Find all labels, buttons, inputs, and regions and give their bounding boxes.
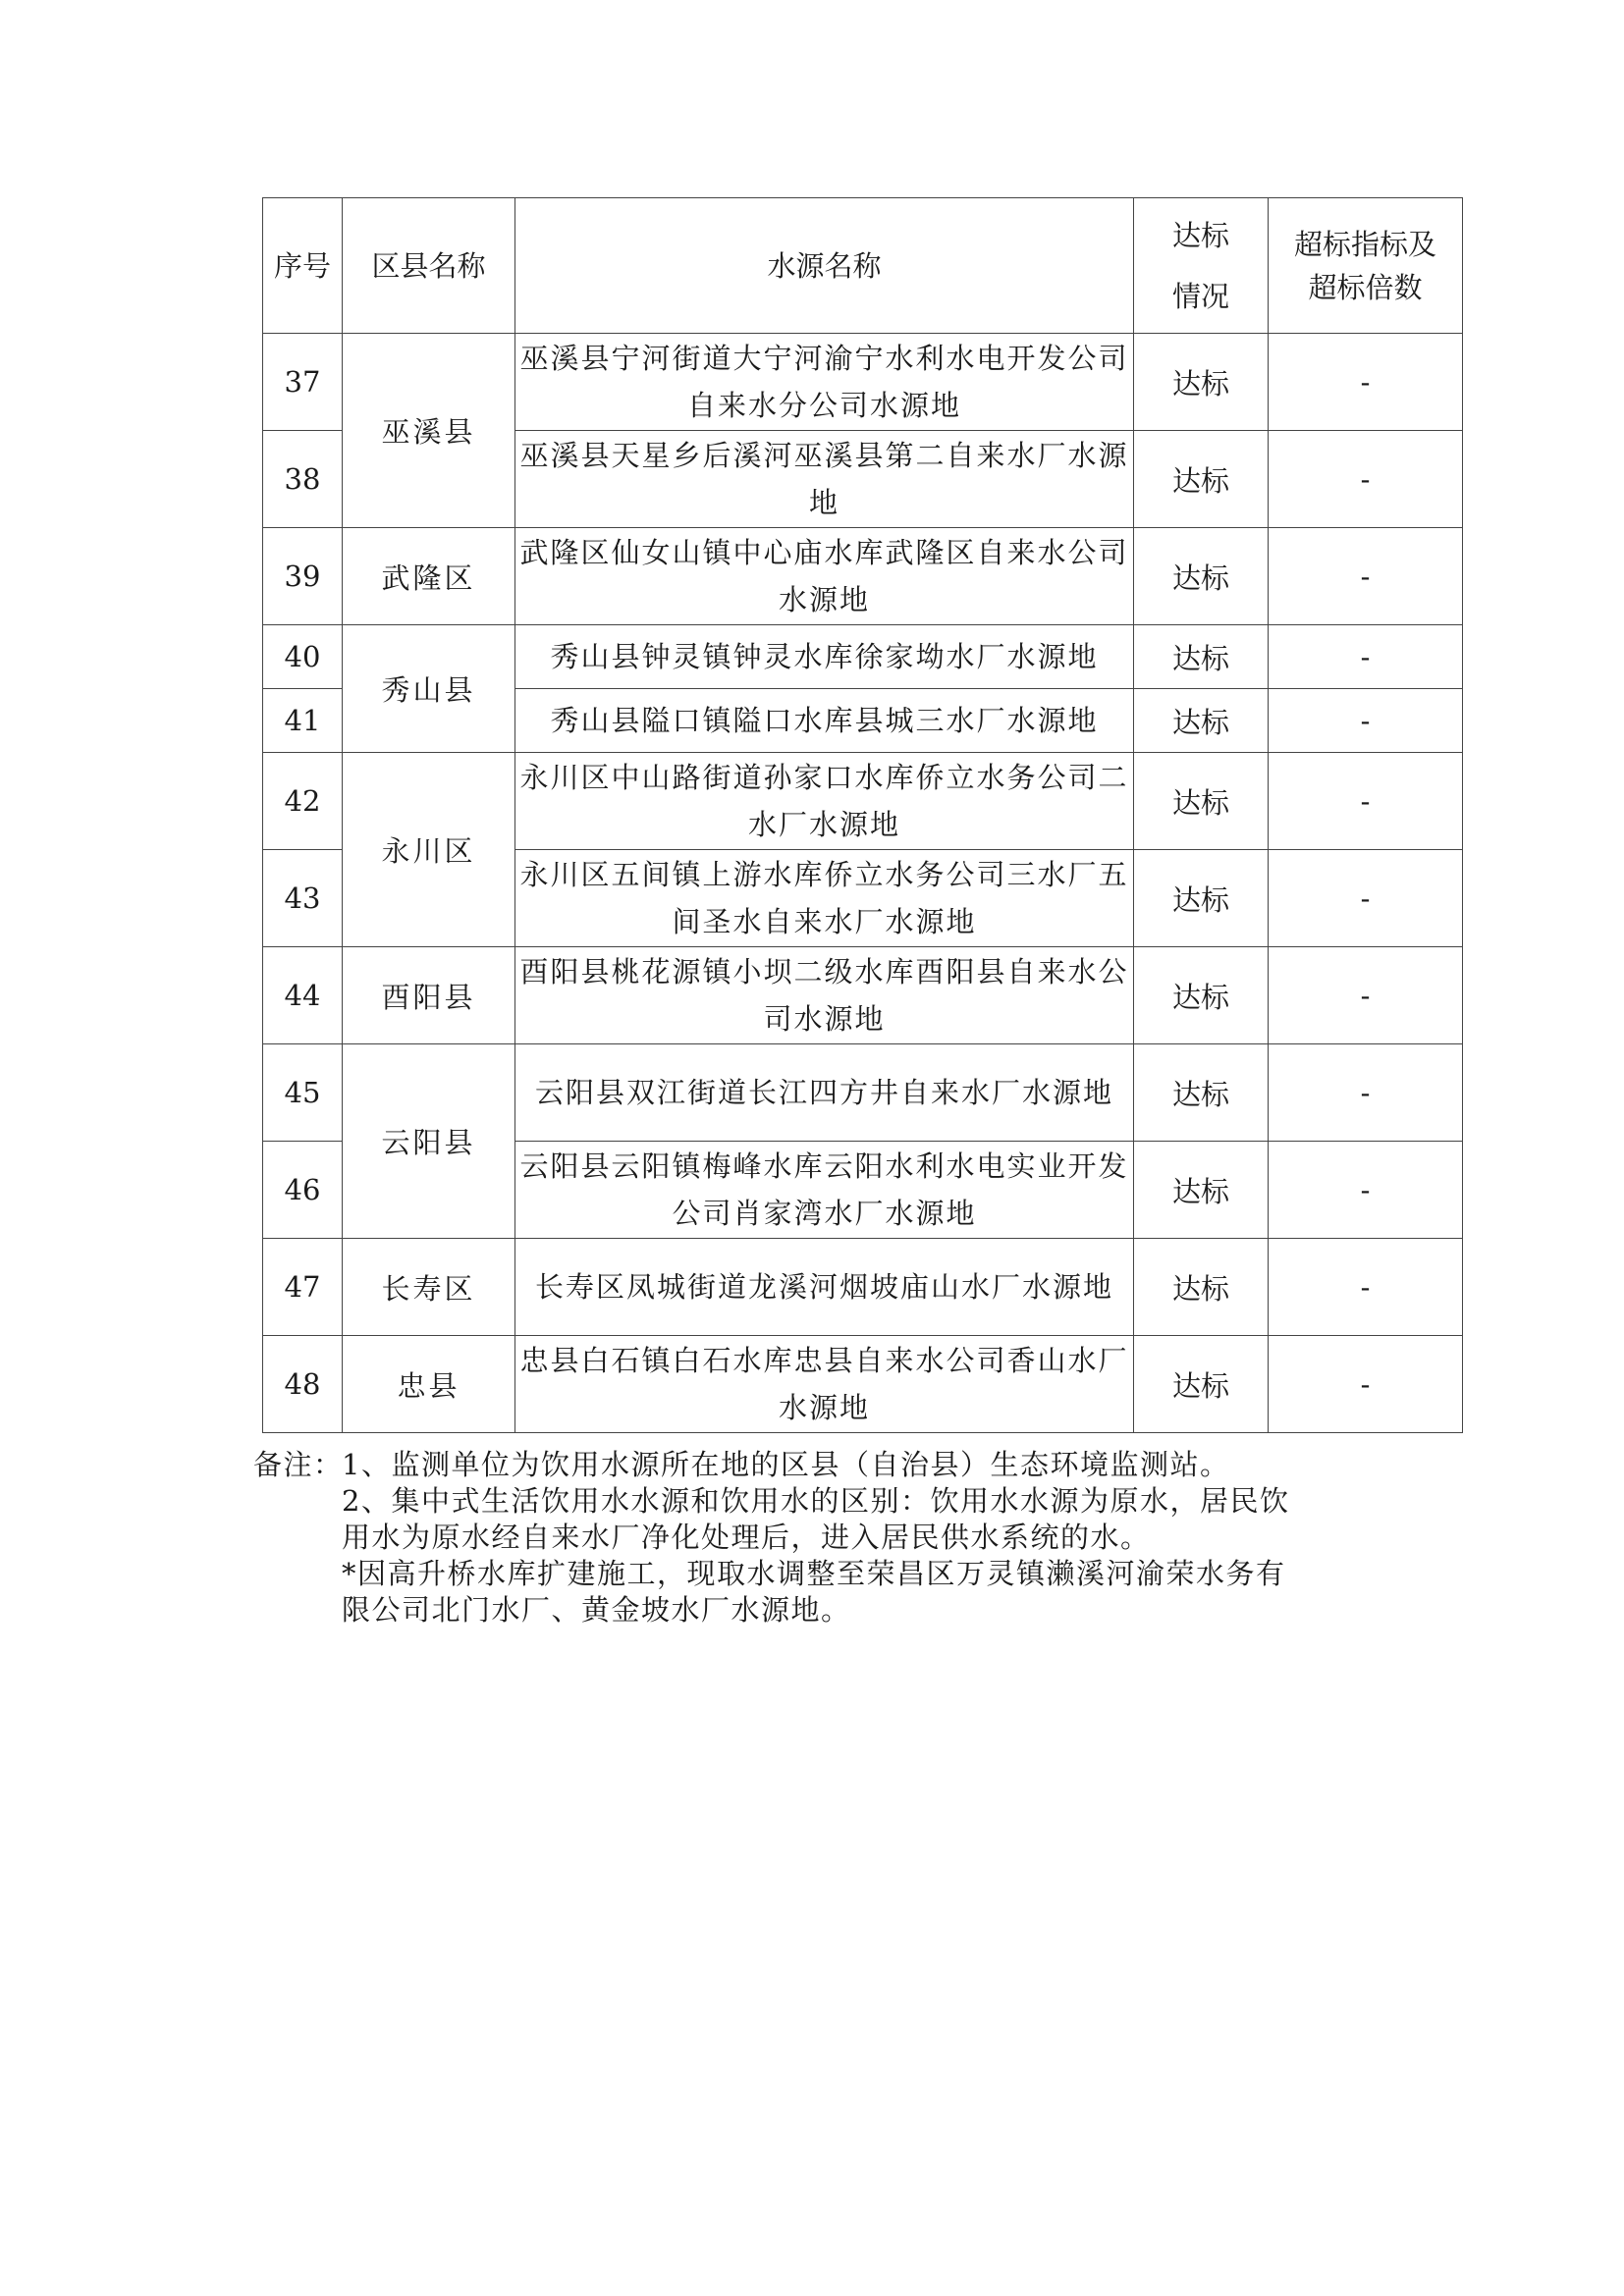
status-cell: 达标 [1134, 528, 1269, 625]
source-cell: 永川区五间镇上游水库侨立水务公司三水厂五间圣水自来水厂水源地 [515, 850, 1134, 947]
table-row [263, 947, 1463, 1044]
county-cell: 酉阳县 [343, 947, 515, 1044]
source-cell: 忠县白石镇白石水库忠县自来水公司香山水厂水源地 [515, 1336, 1134, 1433]
exceed-cell: - [1269, 1142, 1463, 1239]
source-cell: 巫溪县宁河街道大宁河渝宁水利水电开发公司自来水分公司水源地 [515, 334, 1134, 431]
remark-text: 用水为原水经自来水厂净化处理后，进入居民供水系统的水。 [342, 1521, 1151, 1554]
status-cell: 达标 [1134, 947, 1269, 1044]
source-cell: 永川区中山路街道孙家口水库侨立水务公司二水厂水源地 [515, 753, 1134, 850]
row-number: 40 [263, 625, 343, 689]
source-cell: 秀山县钟灵镇钟灵水库徐家坳水厂水源地 [515, 625, 1134, 689]
county-cell: 巫溪县 [343, 334, 515, 528]
source-cell: 云阳县云阳镇梅峰水库云阳水利水电实业开发公司肖家湾水厂水源地 [515, 1142, 1134, 1239]
county-cell: 云阳县 [343, 1044, 515, 1239]
header-seq: 序号 [263, 198, 343, 334]
status-cell: 达标 [1134, 1044, 1269, 1142]
row-number: 42 [263, 753, 343, 850]
row-number: 41 [263, 689, 343, 753]
header-source: 水源名称 [515, 198, 1134, 334]
status-cell: 达标 [1134, 753, 1269, 850]
county-cell: 秀山县 [343, 625, 515, 753]
exceed-cell: - [1269, 431, 1463, 528]
exceed-cell: - [1269, 528, 1463, 625]
county-cell: 忠县 [343, 1336, 515, 1433]
remark-line [253, 1483, 1392, 1520]
status-cell: 达标 [1134, 1336, 1269, 1433]
row-number: 48 [263, 1336, 343, 1433]
remark-text: 2、集中式生活饮用水水源和饮用水的区别：饮用水水源为原水，居民饮 [342, 1484, 1290, 1518]
row-number: 44 [263, 947, 343, 1044]
status-cell: 达标 [1134, 431, 1269, 528]
water-source-table [262, 197, 1463, 1433]
remark-line [253, 1556, 1392, 1592]
status-cell: 达标 [1134, 1239, 1269, 1336]
exceed-cell: - [1269, 1239, 1463, 1336]
table-row [263, 1336, 1463, 1433]
header-exceed: 超标指标及 超标倍数 [1269, 198, 1463, 334]
source-cell: 武隆区仙女山镇中心庙水库武隆区自来水公司水源地 [515, 528, 1134, 625]
exceed-cell: - [1269, 753, 1463, 850]
table-row [263, 1239, 1463, 1336]
status-cell: 达标 [1134, 1142, 1269, 1239]
remark-text: 1、监测单位为饮用水源所在地的区县（自治县）生态环境监测站。 [342, 1448, 1230, 1481]
source-cell: 巫溪县天星乡后溪河巫溪县第二自来水厂水源地 [515, 431, 1134, 528]
remarks [253, 1447, 1392, 1629]
table-row [263, 528, 1463, 625]
table-header-row [263, 198, 1463, 334]
exceed-cell: - [1269, 625, 1463, 689]
source-cell: 云阳县双江街道长江四方井自来水厂水源地 [515, 1044, 1134, 1142]
table-row [263, 334, 1463, 431]
row-number: 46 [263, 1142, 343, 1239]
row-number: 43 [263, 850, 343, 947]
header-county: 区县名称 [343, 198, 515, 334]
remark-label: 备注： [253, 1448, 344, 1481]
row-number: 38 [263, 431, 343, 528]
exceed-cell: - [1269, 947, 1463, 1044]
exceed-cell: - [1269, 689, 1463, 753]
exceed-cell: - [1269, 850, 1463, 947]
row-number: 45 [263, 1044, 343, 1142]
source-cell: 秀山县隘口镇隘口水库县城三水厂水源地 [515, 689, 1134, 753]
status-cell: 达标 [1134, 625, 1269, 689]
table-row [263, 625, 1463, 689]
exceed-cell: - [1269, 334, 1463, 431]
remark-text: *因高升桥水库扩建施工，现取水调整至荣昌区万灵镇濑溪河渝荣水务有 [342, 1557, 1286, 1590]
row-number: 37 [263, 334, 343, 431]
row-number: 47 [263, 1239, 343, 1336]
table-row [263, 753, 1463, 850]
county-cell: 永川区 [343, 753, 515, 947]
county-cell: 武隆区 [343, 528, 515, 625]
county-cell: 长寿区 [343, 1239, 515, 1336]
remark-text: 限公司北门水厂、黄金坡水厂水源地。 [342, 1593, 851, 1627]
remark-line [253, 1592, 1392, 1629]
header-status: 达标 情况 [1134, 198, 1269, 334]
source-cell: 长寿区凤城街道龙溪河烟坡庙山水厂水源地 [515, 1239, 1134, 1336]
remark-line [253, 1447, 1392, 1483]
remark-line [253, 1520, 1392, 1556]
source-cell: 酉阳县桃花源镇小坝二级水库酉阳县自来水公司水源地 [515, 947, 1134, 1044]
status-cell: 达标 [1134, 334, 1269, 431]
row-number: 39 [263, 528, 343, 625]
status-cell: 达标 [1134, 689, 1269, 753]
exceed-cell: - [1269, 1336, 1463, 1433]
exceed-cell: - [1269, 1044, 1463, 1142]
status-cell: 达标 [1134, 850, 1269, 947]
table-row [263, 1044, 1463, 1142]
